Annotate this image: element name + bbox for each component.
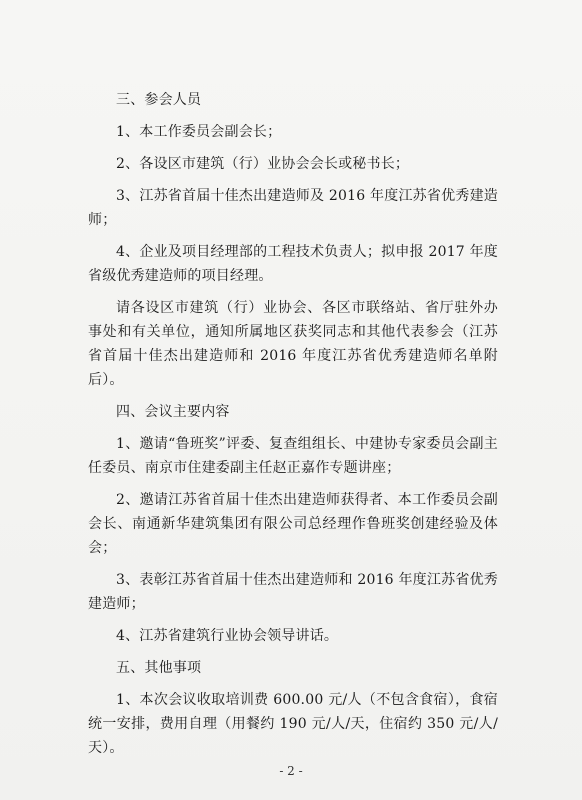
notice-paragraph: 请各设区市建筑（行）业协会、各区市联络站、省厅驻外办事处和有关单位，通知所属地区获奖同志和其他代表参会（江苏省首届十佳杰出建造师和 2016 年度江苏省优秀建造师名单附后）。 bbox=[88, 300, 498, 388]
list-item: 2、各设区市建筑（行）业协会会长或秘书长； bbox=[116, 156, 410, 172]
section-heading-content: 四、会议主要内容 bbox=[116, 404, 230, 420]
list-item: 3、江苏省首届十佳杰出建造师及 2016 年度江苏省优秀建造师； bbox=[88, 188, 498, 228]
list-item: 1、本次会议收取培训费 600.00 元/人（不包含食宿），食宿统一安排，费用自理（用餐约 190 元/人/天，住宿约 350 元/人/天）。 bbox=[88, 692, 498, 756]
page-number: - 2 - bbox=[279, 764, 303, 778]
section-heading-attendees: 三、参会人员 bbox=[116, 92, 202, 108]
section-heading-other: 五、其他事项 bbox=[116, 660, 202, 676]
list-item: 1、邀请“鲁班奖”评委、复查组组长、中建协专家委员会副主任委员、南京市住建委副主任赵正嘉作专题讲座； bbox=[88, 436, 498, 476]
list-item: 1、本工作委员会副会长； bbox=[116, 124, 282, 140]
document-body bbox=[88, 88, 498, 768]
list-item: 4、企业及项目经理部的工程技术负责人；拟申报 2017 年度省级优秀建造师的项目经理。 bbox=[88, 244, 498, 284]
list-item: 3、表彰江苏省首届十佳杰出建造师和 2016 年度江苏省优秀建造师； bbox=[88, 572, 498, 612]
list-item: 2、邀请江苏省首届十佳杰出建造师获得者、本工作委员会副会长、南通新华建筑集团有限公司总经理作鲁班奖创建经验及体会； bbox=[88, 492, 498, 556]
list-item: 4、江苏省建筑行业协会领导讲话。 bbox=[116, 628, 339, 644]
